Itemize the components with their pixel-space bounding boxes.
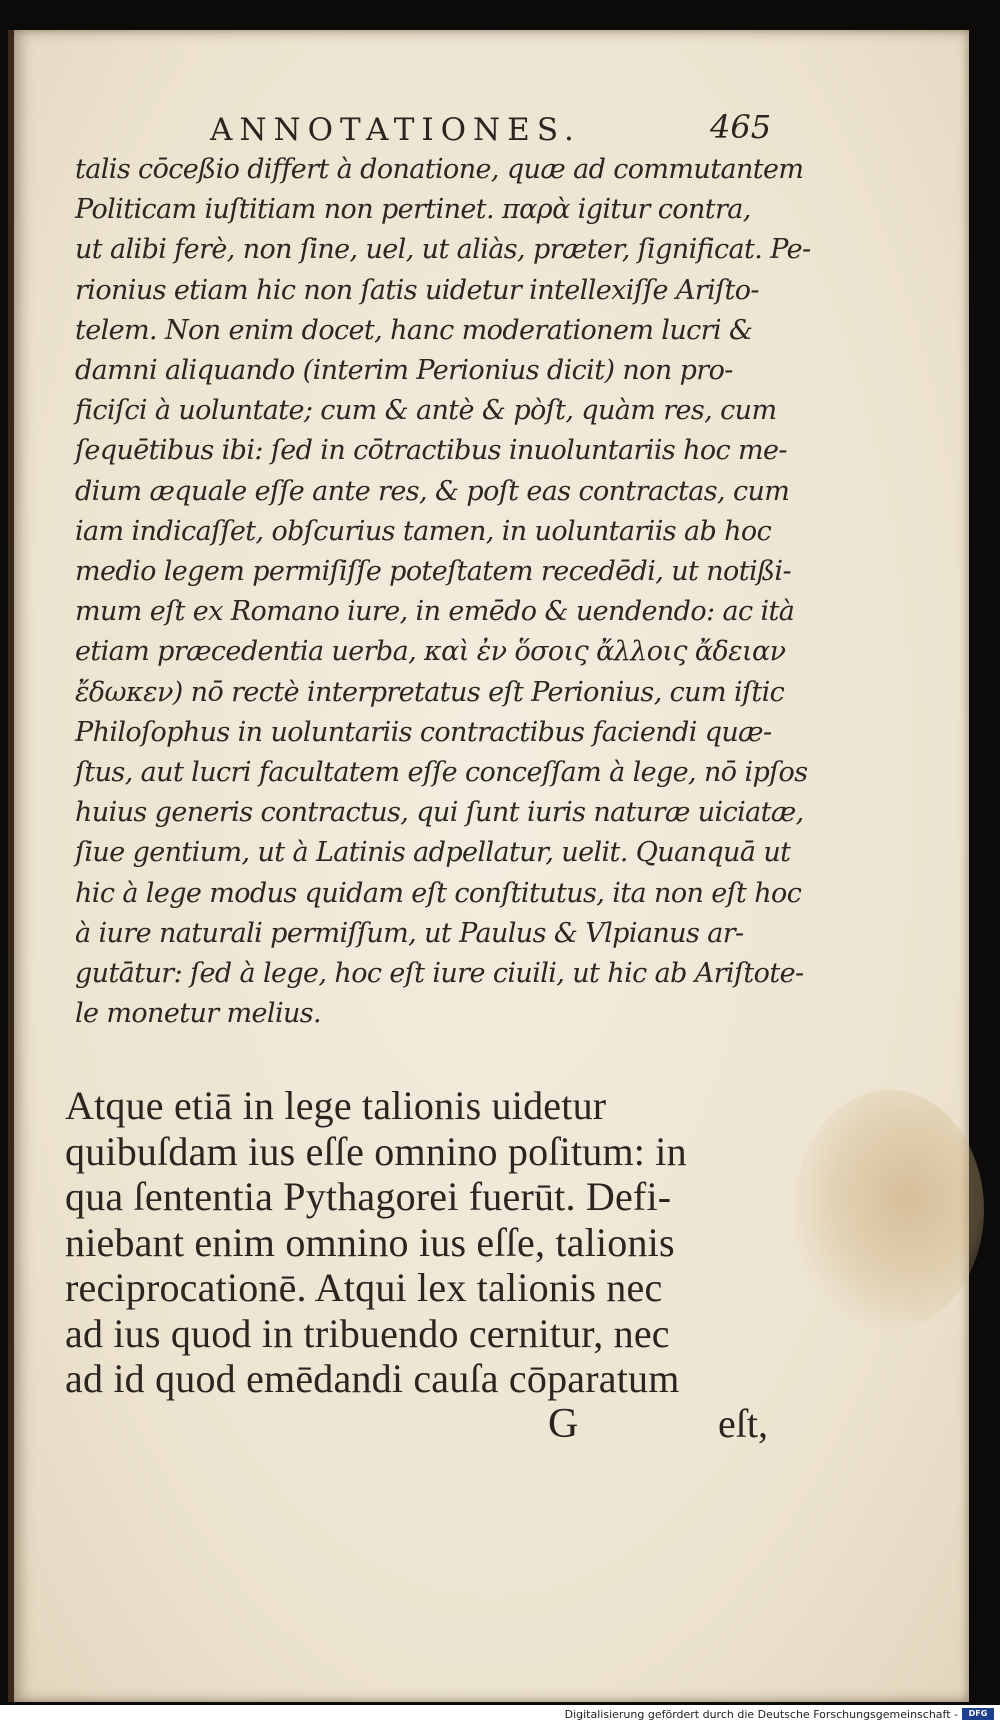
catchword: eſt,: [718, 1401, 768, 1446]
annotation-line: gutātur: ſed à lege, hoc eſt iure ciuili, ut hic ab Ariſtote-: [75, 958, 804, 989]
annotation-line: telem. Non enim docet, hanc moderationem lucri &: [75, 314, 753, 346]
annotation-line: le monetur melius.: [75, 998, 322, 1030]
annotation-line: medio legem permiſiſſe poteſtatem recedēdi, ut notißi-: [75, 556, 791, 587]
annotation-line: talis cōceßio differt à donatione, quæ ad commutantem: [75, 154, 804, 185]
annotation-line: iam indicaſſet, obſcurius tamen, in uoluntariis ab hoc: [75, 515, 772, 547]
annotation-line: mum eſt ex Romano iure, in emēdo & uendendo: ac ità: [75, 596, 795, 628]
annotation-line: ut alibi ferè, non ſine, uel, ut aliàs, præter, ſignificat. Pe-: [75, 234, 811, 266]
main-text-line: niebant enim omnino ius eſſe, talionis: [65, 1219, 675, 1265]
annotation-line: ſequētibus ibi: ſed in cōtractibus inuoluntariis hoc me-: [75, 435, 787, 467]
annotation-line: à iure naturali permiſſum, ut Paulus & Vlpianus ar-: [75, 917, 744, 949]
annotation-line: Politicam iuſtitiam non pertinet. παρὰ igitur contra,: [75, 194, 751, 226]
annotation-line: hic à lege modus quidam eſt conſtitutus, ita non eſt hoc: [75, 877, 802, 909]
annotation-line: damni aliquando (interim Perionius dicit) non pro-: [75, 355, 733, 386]
main-text-line: reciprocationē. Atqui lex talionis nec: [65, 1265, 663, 1310]
running-head: ANNOTATIONES.: [210, 112, 581, 148]
annotation-line: rionius etiam hic non ſatis uidetur intellexiſſe Ariſto-: [75, 274, 759, 306]
page-number: 465: [710, 108, 772, 146]
main-text-line: qua ſententia Pythagorei fuerūt. Defi-: [65, 1174, 672, 1219]
main-text-line: quibuſdam ius eſſe omnino poſitum: in: [65, 1128, 687, 1174]
annotation-line: etiam præcedentia uerba, καὶ ἐν ὅσοις ἄλλοις ἄδειαν: [75, 636, 786, 668]
main-text-line: Atque etiā in lege talionis uidetur: [65, 1083, 607, 1128]
annotation-line: ἔδωκεν) nō rectè interpretatus eſt Perionius, cum iſtic: [75, 676, 785, 708]
annotation-line: ſtus, aut lucri facultatem eſſe conceſſam à lege, nō ipſos: [75, 757, 808, 788]
signature-mark: G: [548, 1401, 579, 1447]
water-stain: [794, 1090, 984, 1330]
main-text-line: ad id quod emēdandi cauſa cōparatum: [65, 1356, 680, 1401]
annotation-line: ſiue gentium, ut à Latinis adpellatur, uelit. Quanquā ut: [75, 837, 791, 869]
annotation-line: dium æquale eſſe ante res, & poſt eas contractas, cum: [75, 475, 790, 507]
dfg-logo: DFG: [962, 1708, 994, 1720]
digitization-credit: Digitalisierung gefördert durch die Deutsche Forschungsgemeinschaft -: [564, 1708, 958, 1721]
annotation-line: Philoſophus in uoluntariis contractibus faciendi quæ-: [75, 716, 772, 748]
annotation-line: ficiſci à uoluntate; cum & antè & pòſt, quàm res, cum: [75, 395, 777, 427]
main-text-line: ad ius quod in tribuendo cernitur, nec: [65, 1310, 670, 1356]
annotation-line: huius generis contractus, qui ſunt iuris naturæ uiciatæ,: [75, 797, 804, 829]
